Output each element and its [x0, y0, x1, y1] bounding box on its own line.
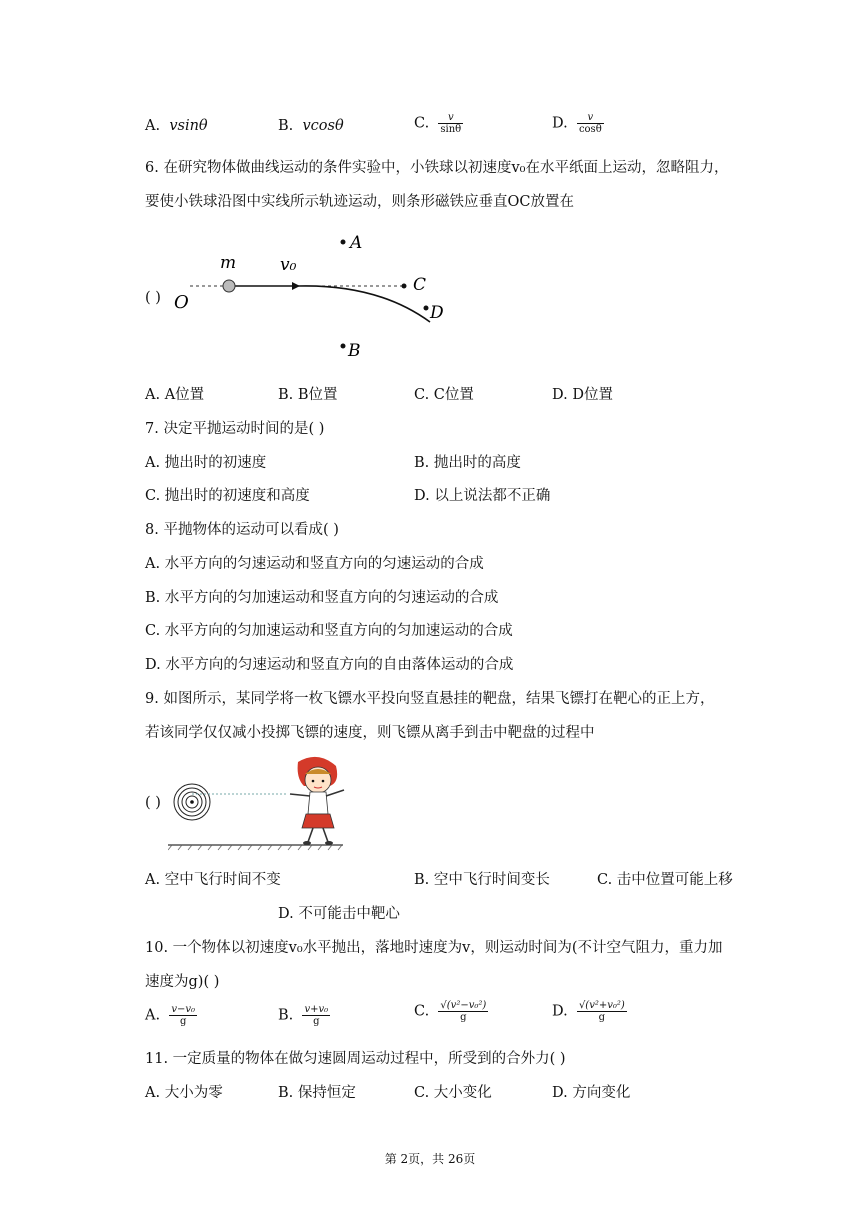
q7-stem: 7. 决定平抛运动时间的是( ): [145, 421, 325, 437]
q8-option-d: D. 水平方向的匀速运动和竖直方向的自由落体运动的合成: [145, 657, 514, 673]
girl-thrower-icon: [290, 757, 344, 845]
q10-option-a: A. $\frac{\text{v−v₀}}{g}$: [145, 1004, 195, 1027]
q7-option-b: B. 抛出时的高度: [414, 455, 521, 471]
q11-stem: 11. 一定质量的物体在做匀速圆周运动过程中，所受到的合外力( ): [145, 1051, 566, 1067]
q8-stem: 8. 平抛物体的运动可以看成( ): [145, 522, 339, 538]
q6-option-a: A. A位置: [145, 387, 205, 403]
q10-option-d: D. $\frac{\text{√(v²+v₀²)}}{g}$: [552, 1000, 625, 1023]
page-footer: 第 2页，共 26页: [384, 1152, 476, 1166]
q9-option-b: B. 空中飞行时间变长: [414, 872, 550, 888]
q9-answer-paren: ( ): [145, 795, 161, 811]
q10-option-c: C. $\frac{\text{√(v²−v₀²)}}{g}$: [414, 1000, 487, 1023]
q9-option-a: A. 空中飞行时间不变: [145, 872, 281, 888]
q7-option-c: C. 抛出时的初速度和高度: [145, 488, 310, 504]
q11-option-b: B. 保持恒定: [278, 1085, 356, 1101]
q6-stem-line1: 6. 在研究物体做曲线运动的条件实验中，小铁球以初速度v₀在水平纸面上运动，忽略阻力，: [145, 160, 729, 176]
q9-stem-line1: 9. 如图所示，某同学将一枚飞镖水平投向竖直悬挂的靶盘，结果飞镖打在靶心的正上方，: [145, 691, 715, 707]
fig-label-a: A: [350, 233, 363, 253]
q6-option-c: C. C位置: [414, 387, 474, 403]
fig-label-b: B: [348, 341, 361, 361]
q6-option-d: D. D位置: [552, 387, 613, 403]
q6-option-b: B. B位置: [278, 387, 338, 403]
q5-option-a: A. vsinθ: [145, 118, 208, 134]
q5-option-b: B. vcosθ: [278, 118, 344, 134]
q11-option-d: D. 方向变化: [552, 1085, 631, 1101]
fig-label-o: O: [174, 292, 189, 313]
q10-option-b: B. $\frac{\text{v+v₀}}{g}$: [278, 1004, 329, 1027]
q11-option-c: C. 大小变化: [414, 1085, 492, 1101]
q8-option-b: B. 水平方向的匀加速运动和竖直方向的匀速运动的合成: [145, 590, 499, 606]
q8-option-c: C. 水平方向的匀加速运动和竖直方向的匀加速运动的合成: [145, 623, 513, 639]
q6-figure: [168, 228, 468, 368]
q9-option-c: C. 击中位置可能上移: [597, 872, 733, 888]
dartboard-icon: [174, 784, 210, 820]
q9-figure: [168, 752, 348, 852]
q7-option-d: D. 以上说法都不正确: [414, 488, 551, 504]
q6-stem-line2: 要使小铁球沿图中实线所示轨迹运动，则条形磁铁应垂直OC放置在: [145, 194, 574, 210]
q10-stem-line2: 速度为g)( ): [145, 974, 220, 990]
q5-option-c: C. $\frac{v}{\sin\theta}$: [414, 112, 462, 135]
fig-label-d: D: [430, 303, 444, 323]
q7-option-a: A. 抛出时的初速度: [145, 455, 267, 471]
q8-option-a: A. 水平方向的匀速运动和竖直方向的匀速运动的合成: [145, 556, 484, 572]
q11-option-a: A. 大小为零: [145, 1085, 223, 1101]
q6-answer-paren: ( ): [145, 290, 161, 306]
fig-label-m: m: [220, 253, 237, 273]
q9-stem-line2: 若该同学仅仅减小投掷飞镖的速度，则飞镖从离手到击中靶盘的过程中: [145, 725, 595, 741]
q10-stem-line1: 10. 一个物体以初速度v₀水平抛出，落地时速度为v，则运动时间为(不计空气阻力，重力加: [145, 940, 723, 956]
fig-label-v0: v₀: [280, 255, 297, 275]
q5-option-d: D. $\frac{v}{\cos\theta}$: [552, 112, 602, 135]
q9-option-d: D. 不可能击中靶心: [278, 906, 400, 922]
fig-label-c: C: [413, 275, 427, 295]
